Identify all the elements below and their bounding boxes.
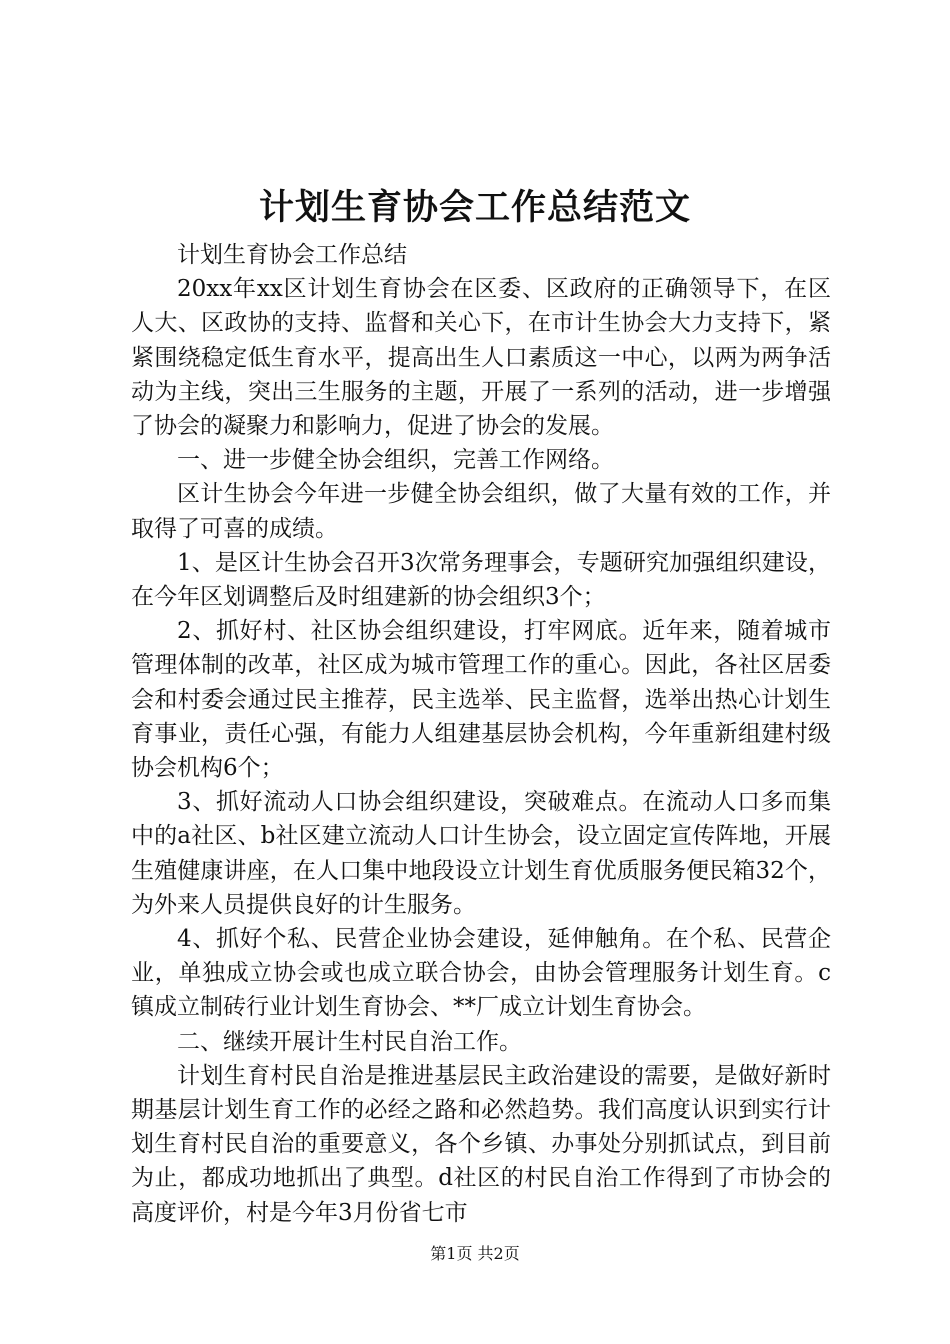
paragraph-subtitle: 计划生育协会工作总结 (177, 242, 407, 268)
list-item: 4、抓好个私、民营企业协会建设，延伸触角。在个私、民营企业，单独成立协会或也成立联合协会，由协会管理服务计划生育。c镇成立制砖行业计划生育协会、**厂成立计划生育协会。 (131, 926, 831, 1021)
paragraph: 计划生育村民自治是推进基层民主政治建设的需要，是做好新时期基层计划生育工作的必经之路和必然趋势。我们高度认识到实行计划生育村民自治的重要意义，各个乡镇、办事处分别抓试点，到目前为止，都成功地抓出了典型。d社区的村民自治工作得到了市协会的高度评价，村是今年3月份省七市 (131, 1062, 831, 1226)
page-number-footer: 第1页 共2页 (430, 1244, 520, 1263)
document-title: 计划生育协会工作总结范文 (258, 187, 691, 228)
section-heading-1: 一、进一步健全协会组织，完善工作网络。 (177, 447, 614, 474)
paragraph: 区计生协会今年进一步健全协会组织，做了大量有效的工作，并取得了可喜的成绩。 (131, 481, 831, 542)
list-item: 3、抓好流动人口协会组织建设，突破难点。在流动人口多而集中的a社区、b社区建立流动人口计生协会，设立固定宣传阵地，开展生殖健康讲座，在人口集中地段设立计划生育优质服务便民箱32个，为外来人员提供良好的计生服务。 (131, 789, 831, 918)
list-item: 1、是区计生协会召开3次常务理事会，专题研究加强组织建设，在今年区划调整后及时组建新的协会组织3个； (131, 549, 831, 611)
section-heading-2: 二、继续开展计生村民自治工作。 (177, 1028, 522, 1055)
paragraph-intro: 20xx年xx区计划生育协会在区委、区政府的正确领导下，在区人大、区政协的支持、监督和关心下，在市计生协会大力支持下，紧紧围绕稳定低生育水平，提高出生人口素质这一中心，以两为两争活动为主线，突出三生服务的主题，开展了一系列的活动，进一步增强了协会的凝聚力和影响力，促进了协会的发展。 (131, 276, 831, 440)
document-body (131, 238, 831, 1230)
list-item: 2、抓好村、社区协会组织建设，打牢网底。近年来，随着城市管理体制的改革，社区成为城市管理工作的重心。因此，各社区居委会和村委会通过民主推荐，民主选举、民主监督，选举出热心计划生育事业，责任心强，有能力人组建基层协会机构，今年重新组建村级协会机构6个； (131, 618, 831, 782)
